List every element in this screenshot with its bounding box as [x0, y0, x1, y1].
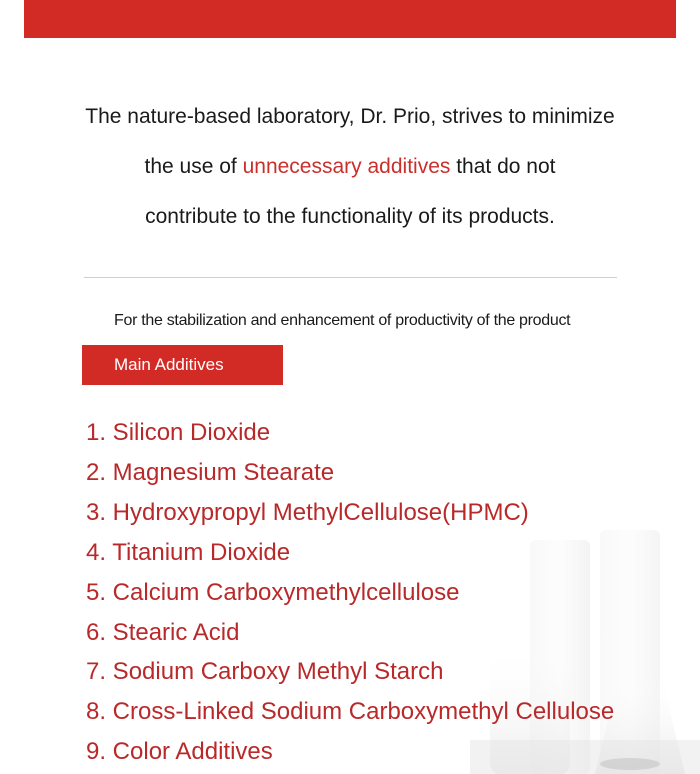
section-divider — [84, 277, 617, 278]
list-item: 5. Calcium Carboxymethylcellulose — [86, 578, 460, 606]
list-item: 6. Stearic Acid — [86, 618, 240, 646]
list-item: 7. Sodium Carboxy Methyl Starch — [86, 658, 444, 686]
additives-list — [86, 413, 614, 772]
intro-line-3: contribute to the functionality of its products. — [145, 205, 555, 228]
intro-highlight: unnecessary additives — [242, 155, 451, 178]
intro-line-1: The nature-based laboratory, Dr. Prio, strives to minimize — [85, 105, 615, 128]
intro-line-2 — [0, 142, 700, 192]
top-banner — [24, 0, 676, 38]
list-item: 3. Hydroxypropyl MethylCellulose(HPMC) — [86, 498, 529, 526]
intro-paragraph — [0, 92, 700, 242]
list-item: 1. Silicon Dioxide — [86, 419, 271, 446]
intro-line-2-end: that do not — [450, 155, 556, 178]
list-item: 4. Titanium Dioxide — [86, 538, 291, 566]
main-additives-label: Main Additives — [82, 345, 283, 385]
intro-line-2-start: the use of — [144, 155, 243, 178]
list-item: 9. Color Additives — [86, 738, 273, 766]
purpose-text: For the stabilization and enhancement of productivity of the product — [114, 312, 571, 329]
list-item: 8. Cross-Linked Sodium Carboxymethyl Cellulose — [86, 698, 615, 726]
list-item: 2. Magnesium Stearate — [86, 458, 335, 486]
